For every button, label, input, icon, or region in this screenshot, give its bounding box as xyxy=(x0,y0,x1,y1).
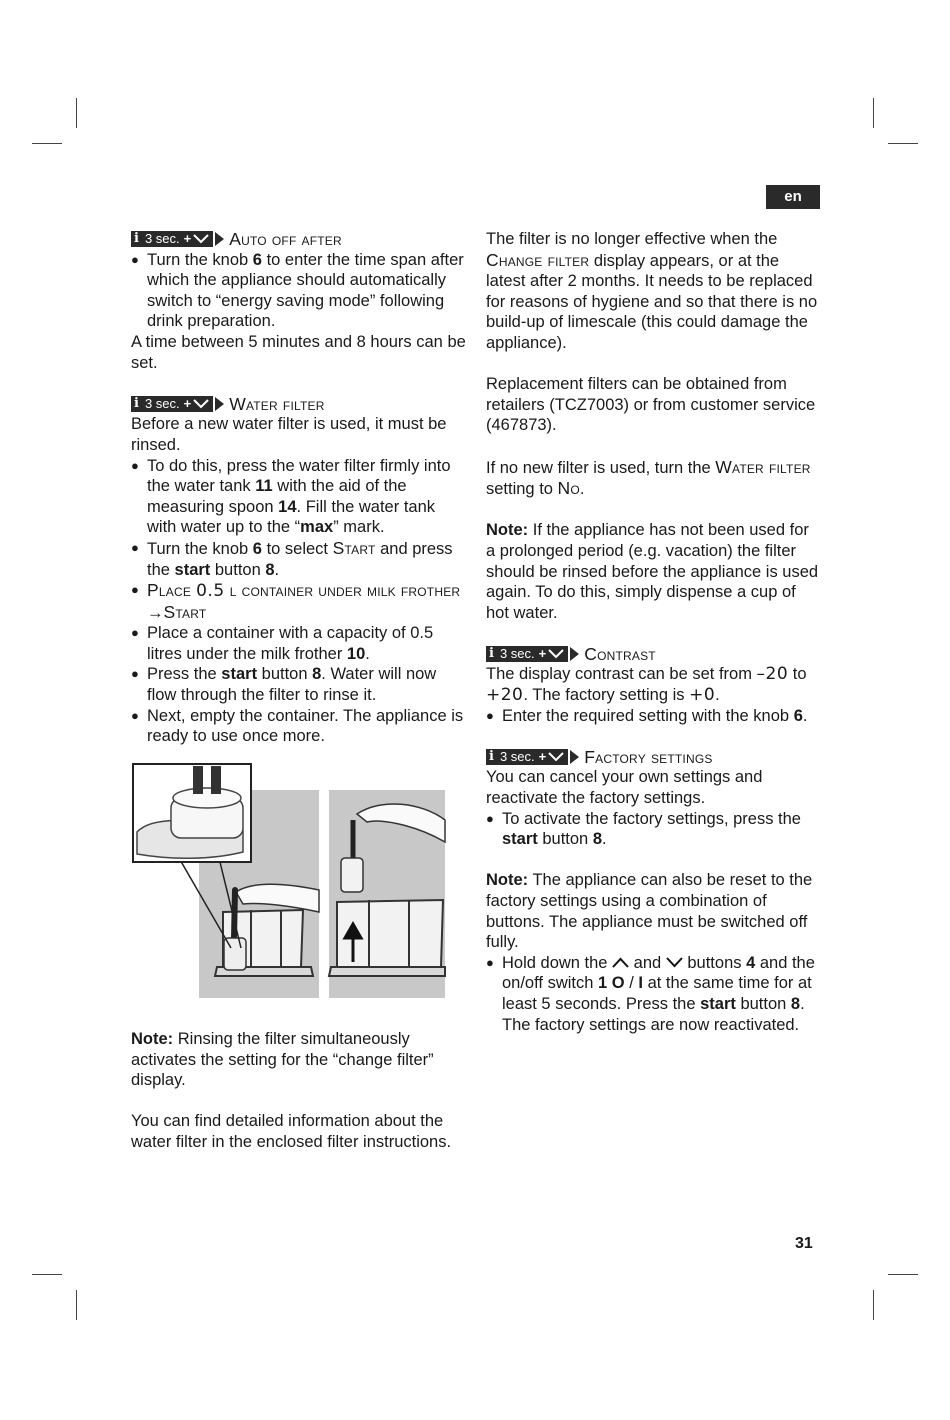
arrow-right-icon: → xyxy=(147,603,164,622)
contrast-heading: i 3 sec. + Contrast xyxy=(486,644,821,665)
list-item: ● Press the start button 8. Water will now flow through the filter to rinse it. xyxy=(131,664,466,705)
arrow-right-icon xyxy=(570,750,579,764)
crop-mark xyxy=(32,1274,62,1275)
water-filter-heading: i 3 sec. + Water filter xyxy=(131,394,466,415)
right-column xyxy=(486,229,821,1035)
list-item: ● Turn the knob 6 to enter the time span after which the appliance should automatically switch to “energy saving mode” following drink preparation. xyxy=(131,250,466,332)
info-badge: i 3 sec. + xyxy=(131,231,213,247)
info-badge: i 3 sec. + xyxy=(486,646,568,662)
chevron-down-icon xyxy=(193,234,209,244)
list-item: ● Place a container with a capacity of 0.5 litres under the milk frother 10. xyxy=(131,623,466,664)
chevron-up-icon xyxy=(612,957,629,968)
note: Note: If the appliance has not been used for a prolonged period (e.g. vacation) the filter should be rinsed before the appliance is used again. To do this, simply dispense a cup of hot water. xyxy=(486,521,819,622)
list-item: ● Place 0.5 l container under milk frother →Start xyxy=(131,580,466,623)
left-column-bottom xyxy=(131,1029,466,1153)
info-badge: i 3 sec. + xyxy=(131,396,213,412)
crop-mark xyxy=(873,1290,874,1320)
chevron-down-icon xyxy=(666,957,683,968)
filter-rinse-illustration xyxy=(131,762,447,1000)
paragraph: Replacement filters can be obtained from retailers (TCZ7003) or from customer service (467873). xyxy=(486,375,816,435)
left-column xyxy=(131,229,466,747)
list-item: ● Hold down the and buttons 4 and the on/off switch 1 O / I at the same time for at least 5 seconds. Press the start button 8. The factory settings are now reactivated. xyxy=(486,953,821,1035)
note: Note: Rinsing the filter simultaneously activates the setting for the “change filter” display. xyxy=(131,1030,434,1090)
measuring-spoon-icon xyxy=(234,890,235,938)
list-item: ● To do this, press the water filter firmly into the water tank 11 with the aid of the measuring spoon 14. Fill the water tank with water up to the “max” mark. xyxy=(131,456,466,538)
paragraph: You can find detailed information about the water filter in the enclosed filter instructions. xyxy=(131,1112,452,1151)
paragraph: Before a new water filter is used, it must be rinsed. xyxy=(131,415,447,454)
crop-mark xyxy=(76,1290,77,1320)
note: Note: The appliance can also be reset to the factory settings using a combination of buttons. The appliance must be switched off fully. xyxy=(486,871,813,952)
info-badge: i 3 sec. + xyxy=(486,749,568,765)
arrow-right-icon xyxy=(215,232,224,246)
auto-off-heading: i 3 sec. + Auto off after xyxy=(131,229,466,250)
paragraph: A time between 5 minutes and 8 hours can be set. xyxy=(131,332,466,372)
water-filter-icon xyxy=(341,858,363,892)
factory-settings-heading: i 3 sec. + Factory settings xyxy=(486,747,821,768)
list-item: ● Enter the required setting with the knob 6. xyxy=(486,706,821,727)
crop-mark xyxy=(888,143,918,144)
paragraph: The filter is no longer effective when the Change filter display appears, or at the latest after 2 months. It needs to be replaced for reasons of hygiene and so that there is no build-up of limescale (this could damage the appliance). xyxy=(486,230,818,352)
crop-mark xyxy=(888,1274,918,1275)
page-number: 31 xyxy=(795,1235,813,1252)
crop-mark xyxy=(32,143,62,144)
arrow-right-icon xyxy=(570,647,579,661)
paragraph: If no new filter is used, turn the Water filter setting to No. xyxy=(486,456,811,499)
crop-mark xyxy=(873,98,874,128)
paragraph: You can cancel your own settings and reactivate the factory settings. xyxy=(486,768,763,808)
chevron-down-icon xyxy=(193,399,209,409)
list-item: ● Next, empty the container. The appliance is ready to use once more. xyxy=(131,706,466,747)
list-item: ● Turn the knob 6 to select Start and press the start button 8. xyxy=(131,538,466,580)
paragraph: The display contrast can be set from –20 to +20. The factory setting is +0. xyxy=(486,664,807,706)
language-tag: en xyxy=(766,185,820,209)
list-item: ● To activate the factory settings, press the start button 8. xyxy=(486,809,821,850)
arrow-right-icon xyxy=(215,397,224,411)
chevron-down-icon xyxy=(548,752,564,762)
chevron-down-icon xyxy=(548,649,564,659)
crop-mark xyxy=(76,98,77,128)
